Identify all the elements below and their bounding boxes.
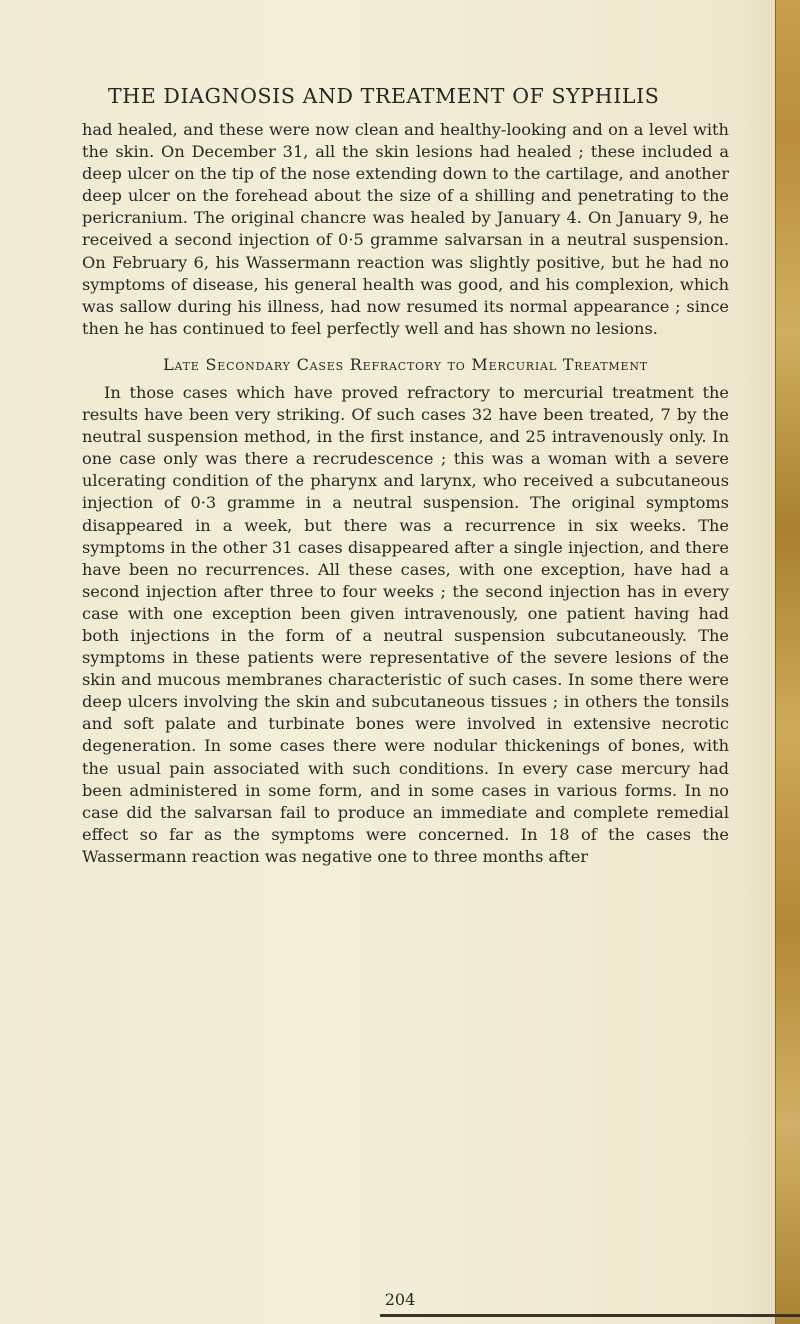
paragraph: In those cases which have proved refractory to mercurial treatment the results have been very striking. Of such cases 32 have been treated, 7 by the neutral suspension method, in the first instance, and 25 intravenously only. In one case only was there a recrudescence ; this was a woman with a severe ulcerating condition of the pharynx and larynx, who received a subcutaneous injection of 0·3 gramme in a neutral suspension. The original symptoms disappeared in a week, but there was a recurrence in six weeks. The symptoms in the other 31 cases disappeared after a single injection, and there have been no recurrences. All these cases, with one exception, have had a second injection after three to four weeks ; the second injection has in every case with one exception been given intravenously, one patient having had both injections in the form of a neutral suspension subcutaneously. The symptoms in these patients were representative of the severe lesions of the skin and mucous membranes characteristic of such cases. In some there were deep ulcers involving the skin and subcutaneous tissues ; in others the tonsils and soft palate and turbinate bones were involved in extensive necrotic degeneration. In some cases there were nodular thickenings of bones, with the usual pain associated with such conditions. In every case mercury had been administered in some form, and in some cases in various forms. In no case did the salvarsan fail to produce an immediate and complete remedial effect so far as the symptoms were concerned. In 18 of the cases the Wassermann reaction was negative one to three months after <box>82 382 729 866</box>
bottom-shadow-rule <box>380 1314 800 1317</box>
section-heading: Late Secondary Cases Refractory to Mercurial Treatment <box>163 354 648 374</box>
paragraph-continued: had healed, and these were now clean and healthy-looking and on a level with the skin. On December 31, all the skin lesions had healed ; these included a deep ulcer on the tip of the nose extending down to the cartilage, and another deep ulcer on the forehead about the size of a shilling and penetrating to the pericranium. The original chancre was healed by January 4. On January 9, he received a second injection of 0·5 gramme salvarsan in a neutral suspension. On February 6, his Wassermann reaction was slightly positive, but he had no symptoms of disease, his general health was good, and his complexion, which was sallow during his illness, had now resumed its normal appearance ; since then he has continued to feel perfectly well and has shown no lesions. <box>82 120 729 338</box>
body-text <box>82 119 729 868</box>
gilt-page-edge <box>775 0 800 1324</box>
page-number: 204 <box>384 1290 416 1309</box>
running-head: THE DIAGNOSIS AND TREATMENT OF SYPHILIS <box>108 84 660 108</box>
